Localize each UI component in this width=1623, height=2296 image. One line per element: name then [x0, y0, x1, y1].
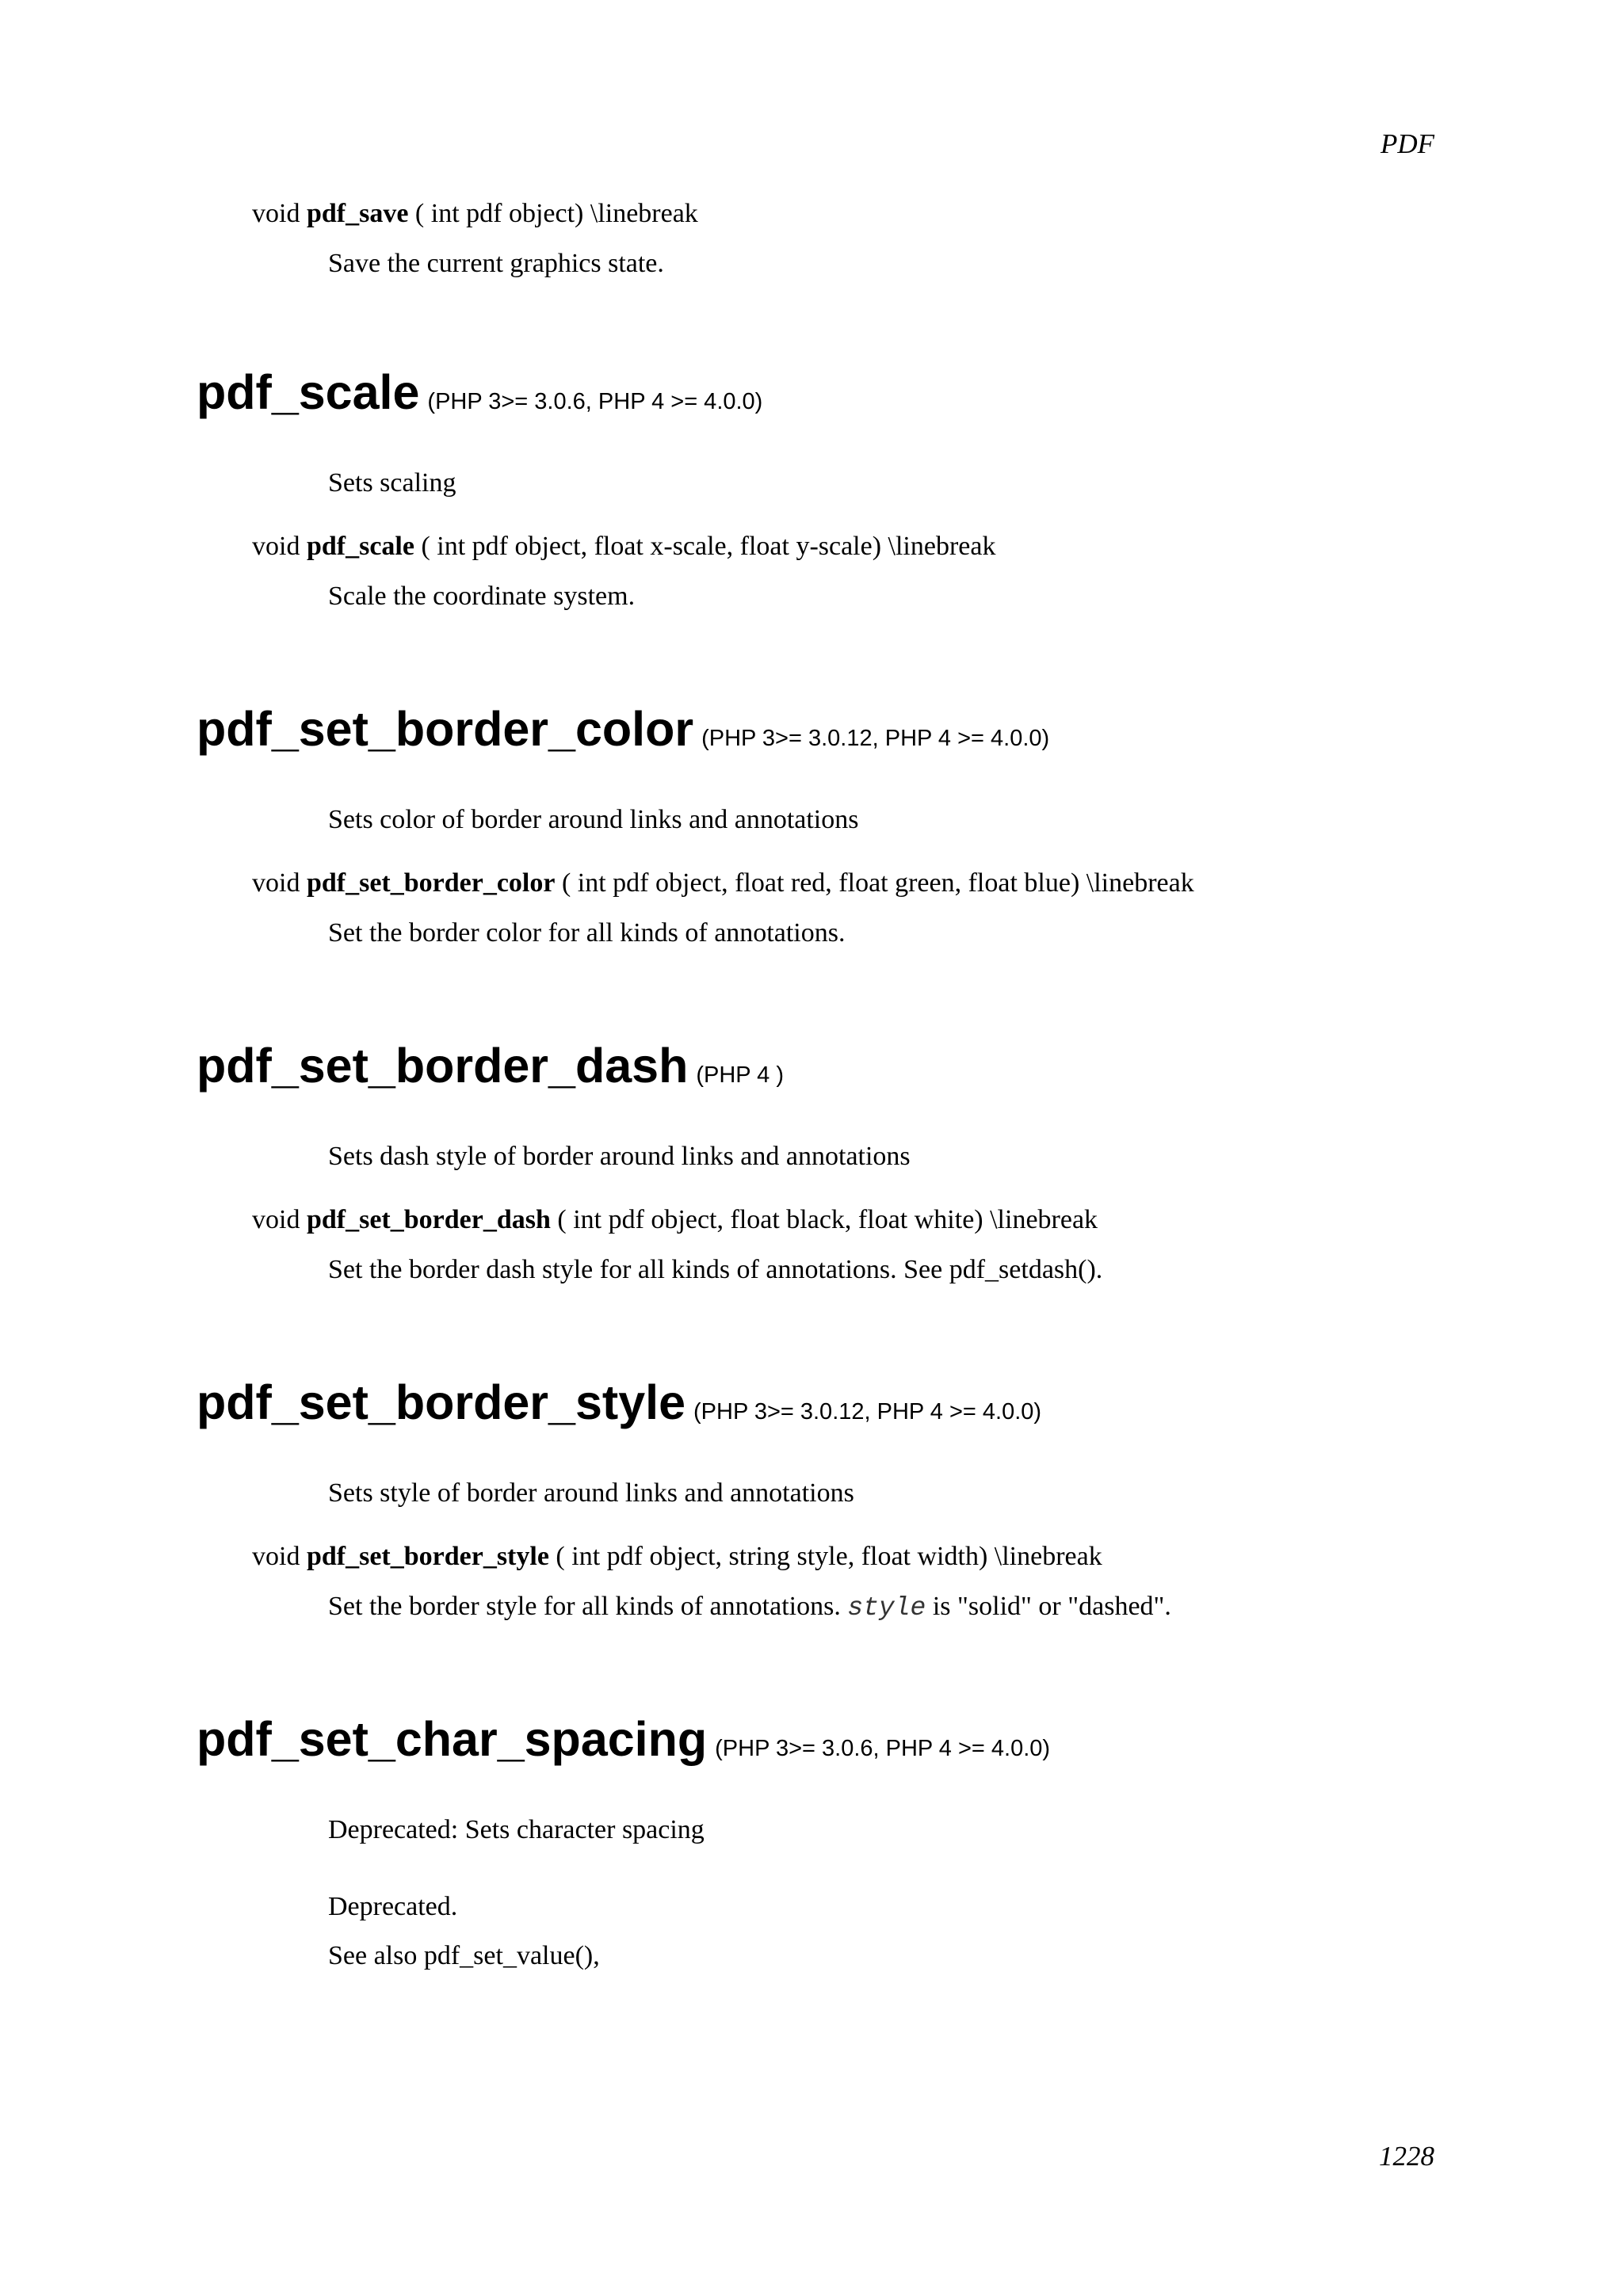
signature-return-type: void [252, 1542, 300, 1571]
function-heading [197, 1038, 784, 1103]
running-header: PDF [1380, 128, 1434, 159]
function-purpose: Sets style of border around links and annotations [328, 1478, 854, 1508]
see-also: See also pdf_set_value(), [328, 1941, 600, 1970]
function-heading [197, 1375, 1041, 1440]
function-purpose: Sets scaling [328, 468, 456, 498]
function-heading [197, 1711, 1050, 1776]
signature-params: ( int pdf object, float red, float green, float blue) \linebreak [561, 868, 1194, 898]
function-name: pdf_set_border_style [197, 1375, 685, 1429]
signature-return-type: void [252, 199, 300, 228]
function-description: Save the current graphics state. [328, 249, 664, 278]
signature-return-type: void [252, 532, 300, 561]
function-name: pdf_set_border_dash [197, 1039, 689, 1093]
signature-function-name: pdf_set_border_dash [306, 1205, 551, 1234]
version-info: (PHP 3>= 3.0.6, PHP 4 >= 4.0.0) [715, 1736, 1051, 1761]
signature-return-type: void [252, 1205, 300, 1234]
deprecation-note: Deprecated. [328, 1892, 458, 1921]
function-description: Set the border color for all kinds of annotations. [328, 918, 846, 948]
function-name: pdf_scale [197, 365, 420, 419]
function-purpose: Sets color of border around links and annotations [328, 805, 859, 834]
signature-return-type: void [252, 868, 300, 898]
signature-params: ( int pdf object, float x-scale, float y-scale) \linebreak [421, 532, 996, 561]
version-info: (PHP 3>= 3.0.12, PHP 4 >= 4.0.0) [693, 1399, 1042, 1425]
description-text: is "solid" or "dashed". [932, 1592, 1171, 1621]
signature-params: ( int pdf object, float black, float white) \linebreak [557, 1205, 1098, 1234]
function-signature [252, 1539, 1102, 1574]
function-description: Scale the coordinate system. [328, 582, 636, 611]
function-signature [252, 866, 1194, 901]
signature-params: ( int pdf object) \linebreak [414, 199, 698, 228]
signature-params: ( int pdf object, string style, float width) \linebreak [556, 1542, 1102, 1571]
function-heading [197, 364, 762, 429]
version-info: (PHP 3>= 3.0.6, PHP 4 >= 4.0.0) [427, 389, 763, 414]
function-signature [252, 1203, 1098, 1238]
signature-function-name: pdf_set_border_color [306, 868, 556, 898]
function-name: pdf_set_border_color [197, 702, 694, 756]
signature-function-name: pdf_save [306, 199, 409, 228]
function-purpose: Sets dash style of border around links and annotations [328, 1142, 911, 1171]
description-text: Set the border style for all kinds of annotations. [328, 1592, 841, 1621]
page-number: 1228 [1379, 2141, 1434, 2172]
function-description [328, 1589, 1171, 1626]
signature-function-name: pdf_scale [306, 532, 414, 561]
function-heading [197, 701, 1049, 766]
version-info: (PHP 3>= 3.0.12, PHP 4 >= 4.0.0) [701, 726, 1050, 751]
function-purpose: Deprecated: Sets character spacing [328, 1815, 705, 1844]
function-name: pdf_set_char_spacing [197, 1712, 708, 1766]
function-signature [252, 529, 995, 564]
signature-function-name: pdf_set_border_style [306, 1542, 549, 1571]
version-info: (PHP 4 ) [696, 1062, 785, 1088]
parameter-code: style [847, 1593, 926, 1623]
function-signature [252, 196, 698, 231]
function-description: Set the border dash style for all kinds of annotations. See pdf_setdash(). [328, 1255, 1103, 1284]
